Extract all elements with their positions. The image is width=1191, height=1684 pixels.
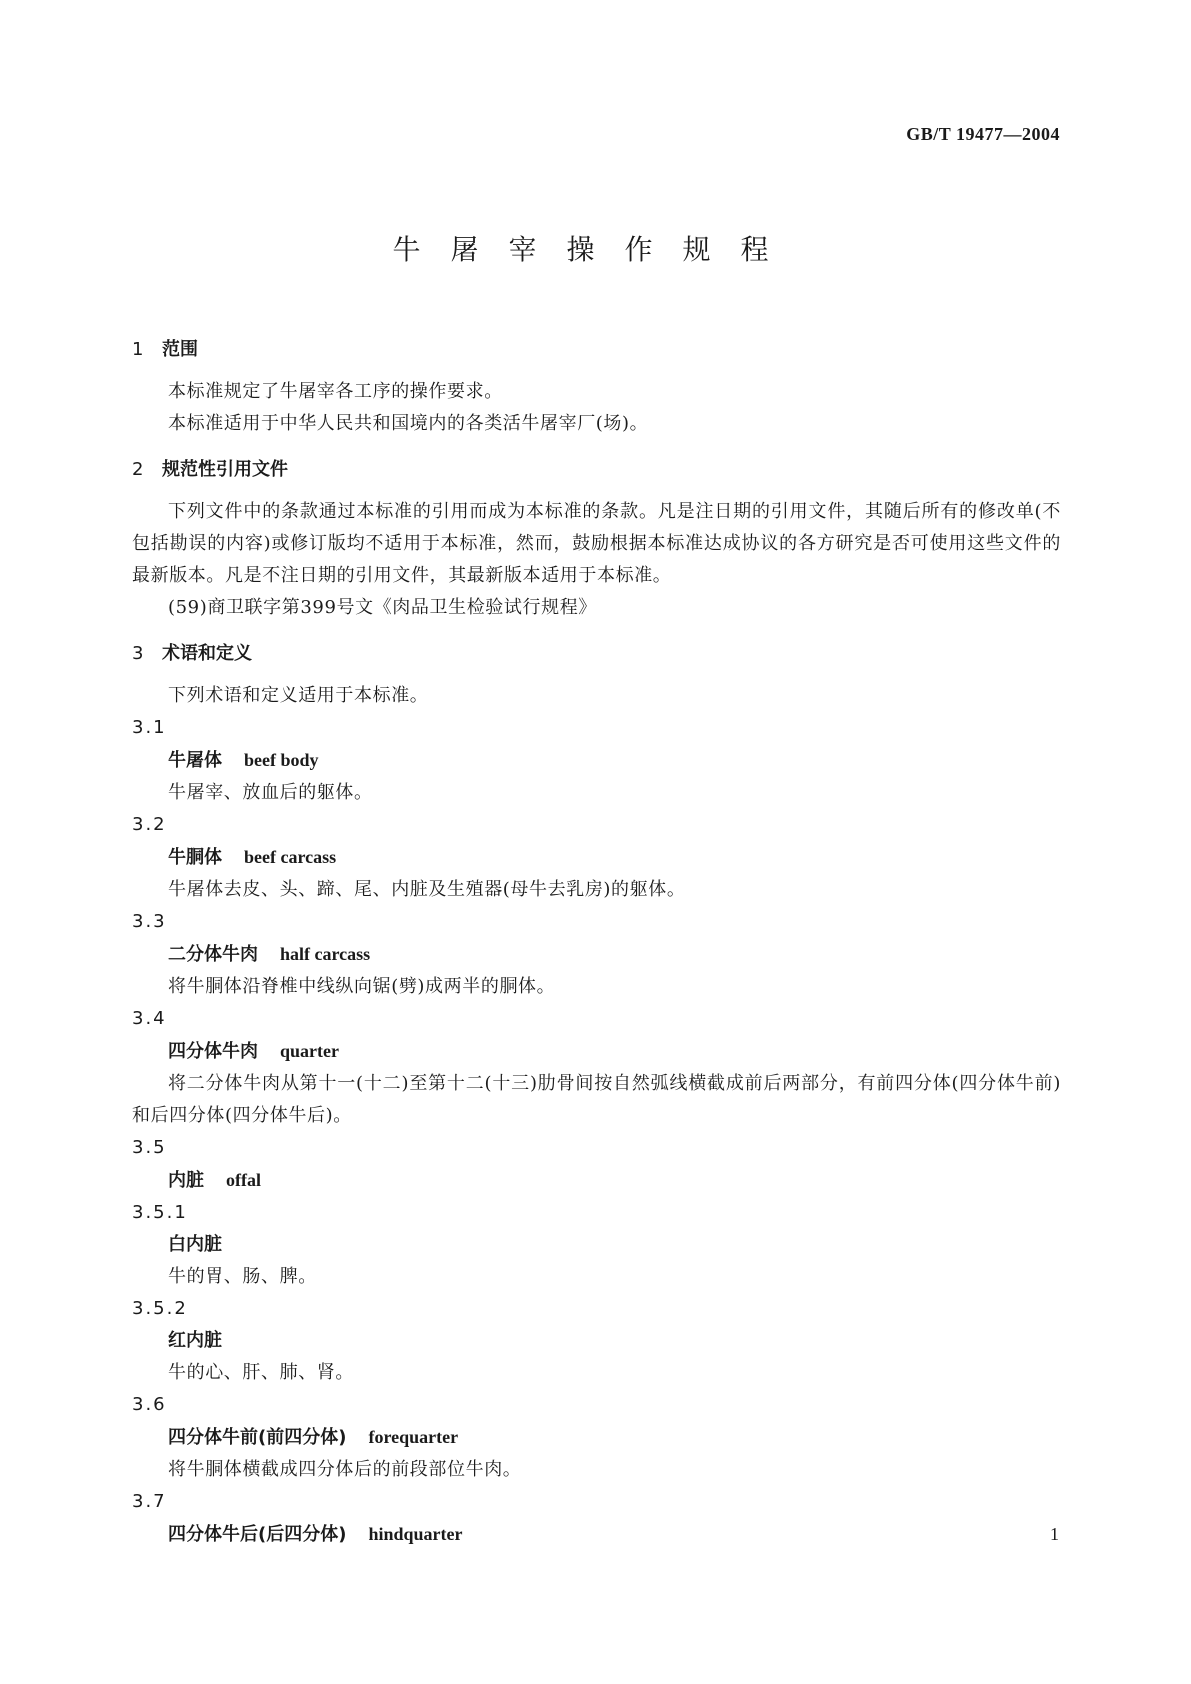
paragraph: 下列术语和定义适用于本标准。 (168, 685, 429, 706)
term-cn: 白内脏 (168, 1234, 222, 1255)
clause-number: 3.5 (132, 1137, 167, 1158)
clause-number: 3.5.2 (132, 1298, 188, 1319)
section-number: 3 (132, 643, 144, 664)
term-definition: 将牛胴体沿脊椎中线纵向锯(劈)成两半的胴体。 (168, 976, 556, 997)
term-definition: 将牛胴体横截成四分体后的前段部位牛肉。 (168, 1459, 522, 1480)
paragraph: 本标准适用于中华人民共和国境内的各类活牛屠宰厂(场)。 (168, 413, 649, 434)
document-body (132, 328, 1061, 1551)
term-heading (132, 744, 1061, 777)
section-1-heading (132, 334, 1061, 366)
clause-number: 3.5.1 (132, 1202, 188, 1223)
page-number: 1 (1050, 1524, 1059, 1544)
term-heading (132, 1518, 1061, 1551)
term-cn: 四分体牛前(前四分体) (168, 1427, 347, 1448)
document-title: 牛屠宰操作规程 (392, 233, 799, 266)
section-title: 范围 (162, 339, 198, 360)
term-cn: 四分体牛肉 (168, 1041, 258, 1062)
term-cn: 四分体牛后(后四分体) (168, 1524, 347, 1545)
term-en: forequarter (368, 1427, 459, 1447)
term-heading (132, 1035, 1061, 1068)
paragraph: 下列文件中的条款通过本标准的引用而成为本标准的条款。凡是注日期的引用文件，其随后所有的修改单(不包括勘误的内容)或修订版均不适用于本标准，然而，鼓励根据本标准达成协议的各方研究是否可使用这些文件的最新版本。凡是不注日期的引用文件，其最新版本适用于本标准。 (132, 501, 1061, 586)
term-definition: 牛的心、肝、肺、肾。 (168, 1362, 354, 1383)
term-heading (132, 1421, 1061, 1454)
term-definition: 牛的胃、肠、脾。 (168, 1266, 317, 1287)
clause-number: 3.3 (132, 911, 167, 932)
section-number: 2 (132, 459, 144, 480)
term-en: half carcass (280, 944, 371, 964)
section-title: 术语和定义 (162, 643, 252, 664)
term-definition: 牛屠宰、放血后的躯体。 (168, 782, 373, 803)
term-heading (132, 938, 1061, 971)
term-heading (132, 1229, 1061, 1261)
clause-number: 3.2 (132, 814, 167, 835)
term-heading (132, 1325, 1061, 1357)
clause-number: 3.1 (132, 717, 167, 738)
section-3-heading (132, 638, 1061, 670)
term-en: hindquarter (368, 1524, 463, 1544)
term-en: offal (226, 1170, 261, 1190)
standard-code: GB/T 19477—2004 (906, 124, 1060, 144)
term-en: beef body (244, 750, 319, 770)
term-cn: 内脏 (168, 1170, 204, 1191)
section-number: 1 (132, 339, 144, 360)
term-definition: 将二分体牛肉从第十一(十二)至第十二(十三)肋骨间按自然弧线横截成前后两部分，有前四分体(四分体牛前)和后四分体(四分体牛后)。 (132, 1073, 1061, 1126)
term-cn: 二分体牛肉 (168, 944, 258, 965)
term-heading (132, 1164, 1061, 1197)
clause-number: 3.6 (132, 1394, 167, 1415)
clause-number: 3.4 (132, 1008, 167, 1029)
term-cn: 牛胴体 (168, 847, 222, 868)
term-en: quarter (280, 1041, 339, 1061)
section-2-heading (132, 454, 1061, 486)
term-cn: 红内脏 (168, 1330, 222, 1351)
term-heading (132, 841, 1061, 874)
term-definition: 牛屠体去皮、头、蹄、尾、内脏及生殖器(母牛去乳房)的躯体。 (168, 879, 686, 900)
term-en: beef carcass (244, 847, 337, 867)
paragraph: 本标准规定了牛屠宰各工序的操作要求。 (168, 381, 503, 402)
section-title: 规范性引用文件 (162, 459, 288, 480)
term-cn: 牛屠体 (168, 750, 222, 771)
reference-item: (59)商卫联字第399号文《肉品卫生检验试行规程》 (168, 597, 597, 618)
clause-number: 3.7 (132, 1491, 167, 1512)
